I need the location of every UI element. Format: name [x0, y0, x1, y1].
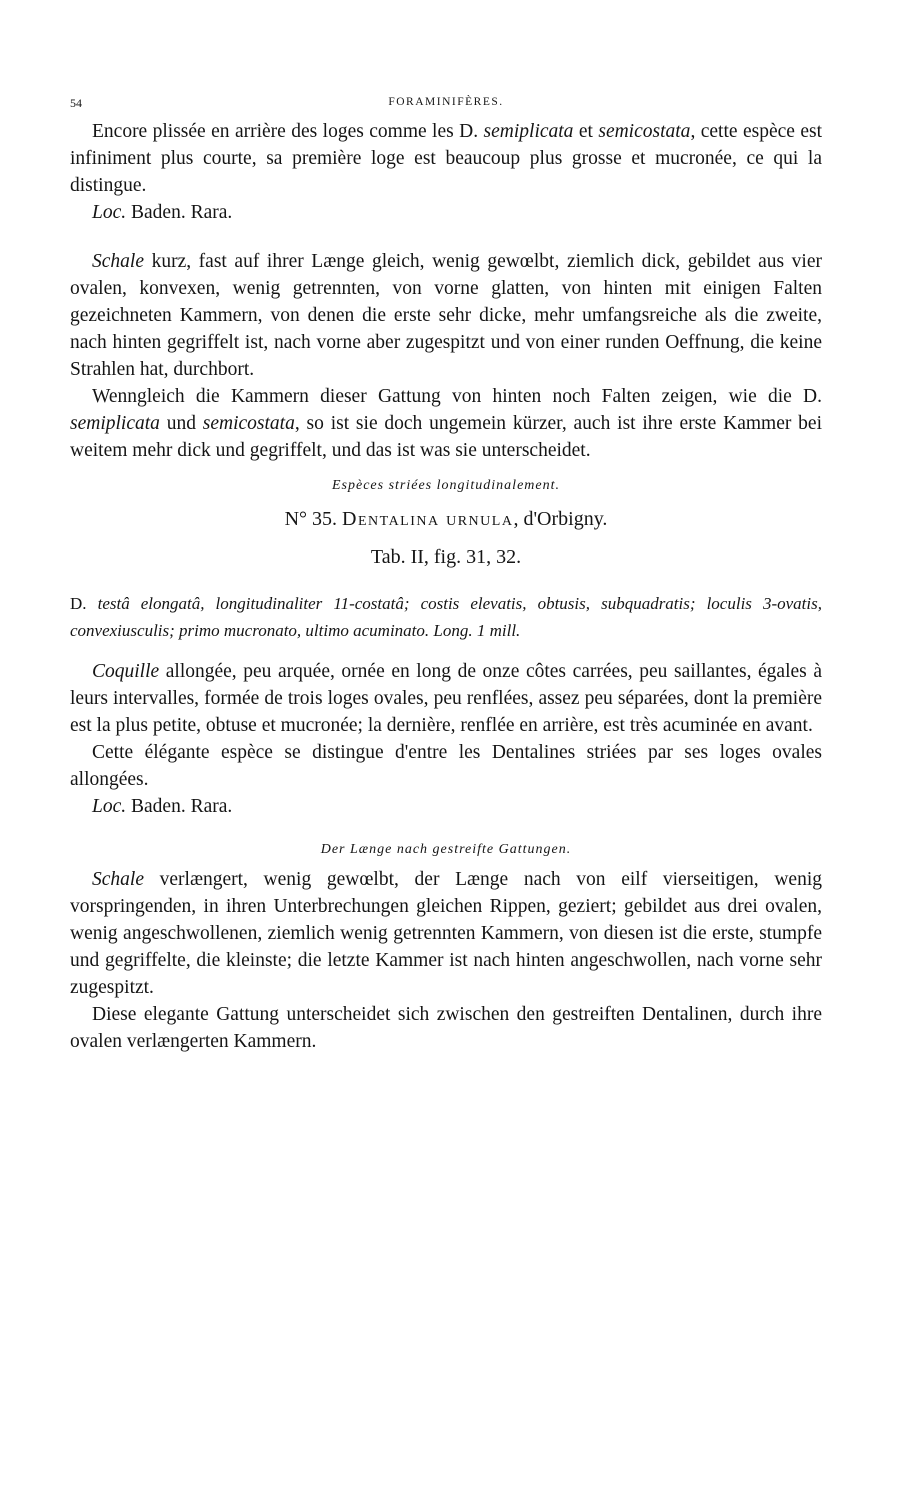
plate-reference: Tab. II, fig. 31, 32.: [370, 546, 522, 568]
running-header: [70, 96, 822, 118]
paragraph-german-description-2: Schale verlængert, wenig gewœlbt, der Længe nach von eilf vierseitigen, wenig vorspringenden, in ihren Unterbrechungen gleichen Rippen, geziert; gebildet aus drei ovalen, wenig angeschwollenen, ziemlich wenig getrennten Kammern, von diesen ist die erste, stumpfe und gegriffelte, die kleinste; die letzte Kammer ist nach hinten angeschwollen, nach vorne sehr zugespitzt.: [70, 869, 822, 998]
paragraph-french-intro: Encore plissée en arrière des loges comme les D. semiplicata et semicostata, cette espèce est infiniment plus courte, sa première loge est beaucoup plus grosse et mucronée, ce qui la distingue.: [70, 121, 822, 196]
locality-line-2: Loc. Baden. Rara.: [92, 796, 233, 817]
species-title: N° 35. Dentalina urnula, d'Orbigny.: [284, 508, 608, 530]
paragraph-french-description: Coquille allongée, peu arquée, ornée en long de onze côtes carrées, peu saillantes, égales à leurs intervalles, formée de trois loges ovales, peu renflées, assez peu séparées, dont la première est la plus petite, obtuse et mucronée; la dernière, renflée en arrière, est très acuminée en avant.: [70, 661, 822, 736]
paragraph-french-comparison: Cette élégante espèce se distingue d'entre les Dentalines striées par ses loges ovales allongées.: [70, 742, 822, 790]
paragraph-german-description: Schale kurz, fast auf ihrer Længe gleich, wenig gewœlbt, ziemlich dick, gebildet aus vier ovalen, konvexen, wenig getrennten, von vorne glatten, von hinten mit einigen Falten gezeichneten Kammern, von denen die erste sehr dicke, mehr umfangsreiche als die zweite, nach hinten gegriffelt ist, nach vorne aber zugespitzt und von einer runden Oeffnung, die keine Strahlen hat, durchbort.: [70, 251, 822, 380]
page-number: 54: [70, 96, 82, 110]
latin-diagnosis: D. testâ elongatâ, longitudinaliter 11-costatâ; costis elevatis, obtusis, subquadratis; loculis 3-ovatis, convexiusculis; primo mucronato, ultimo acuminato. Long. 1 mill.: [70, 594, 822, 640]
locality-line: Loc. Baden. Rara.: [92, 202, 233, 223]
paragraph-german-comparison-2: Diese elegante Gattung unterscheidet sich zwischen den gestreiften Dentalinen, durch ihre ovalen verlængerten Kammern.: [70, 1004, 822, 1052]
section-heading-french: Espèces striées longitudinalement.: [331, 478, 561, 493]
section-heading-german: Der Længe nach gestreifte Gattungen.: [320, 842, 572, 857]
running-title: FORAMINIFÈRES.: [388, 96, 504, 108]
paragraph-german-comparison: Wenngleich die Kammern dieser Gattung von hinten noch Falten zeigen, wie die D. semiplicata und semicostata, so ist sie doch ungemein kürzer, auch ist ihre erste Kammer bei weitem mehr dick und gegriffelt, und das ist was sie unterscheidet.: [70, 386, 822, 461]
page: [70, 96, 822, 1055]
